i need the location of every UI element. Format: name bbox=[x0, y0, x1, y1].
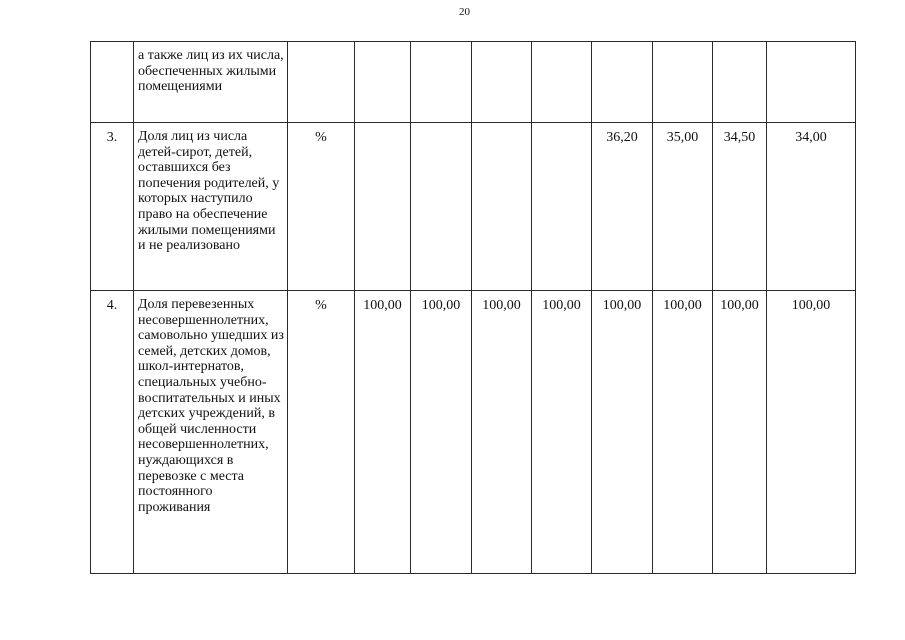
value-cell: 100,00 bbox=[592, 291, 653, 574]
value-cell: 35,00 bbox=[653, 123, 713, 291]
value-cell bbox=[355, 42, 411, 123]
indicator-name-cell: а также лиц из их числа, обеспеченных жилыми помещениями bbox=[134, 42, 288, 123]
indicator-name-cell: Доля лиц из числа детей-сирот, детей, оставшихся без попечения родителей, у которых наступило право на обеспечение жилыми помещениями и не реализовано bbox=[134, 123, 288, 291]
table-row bbox=[91, 123, 856, 291]
value-cell bbox=[532, 42, 592, 123]
value-cell bbox=[472, 123, 532, 291]
row-number-cell bbox=[91, 42, 134, 123]
unit-cell: % bbox=[288, 123, 355, 291]
indicators-table bbox=[90, 41, 856, 574]
value-cell bbox=[532, 123, 592, 291]
unit-cell bbox=[288, 42, 355, 123]
value-cell: 100,00 bbox=[713, 291, 767, 574]
value-cell bbox=[411, 42, 472, 123]
indicator-name-cell: Доля перевезенных несовершеннолетних, самовольно ушедших из семей, детских домов, школ-интернатов, специальных учебно-воспитательных и иных детских учреждений, в общей численности несовершеннолетних, нуждающихся в перевозке с места постоянного проживания bbox=[134, 291, 288, 574]
value-cell bbox=[592, 42, 653, 123]
value-cell: 100,00 bbox=[653, 291, 713, 574]
value-cell: 100,00 bbox=[472, 291, 532, 574]
value-cell: 100,00 bbox=[532, 291, 592, 574]
table-row bbox=[91, 291, 856, 574]
page-number: 20 bbox=[459, 6, 470, 18]
value-cell: 34,50 bbox=[713, 123, 767, 291]
value-cell: 100,00 bbox=[411, 291, 472, 574]
value-cell: 36,20 bbox=[592, 123, 653, 291]
value-cell bbox=[713, 42, 767, 123]
unit-cell: % bbox=[288, 291, 355, 574]
value-cell: 34,00 bbox=[767, 123, 856, 291]
value-cell bbox=[472, 42, 532, 123]
table-row bbox=[91, 42, 856, 123]
row-number-cell: 4. bbox=[91, 291, 134, 574]
value-cell bbox=[355, 123, 411, 291]
value-cell: 100,00 bbox=[355, 291, 411, 574]
value-cell: 100,00 bbox=[767, 291, 856, 574]
value-cell bbox=[653, 42, 713, 123]
row-number-cell: 3. bbox=[91, 123, 134, 291]
value-cell bbox=[411, 123, 472, 291]
value-cell bbox=[767, 42, 856, 123]
